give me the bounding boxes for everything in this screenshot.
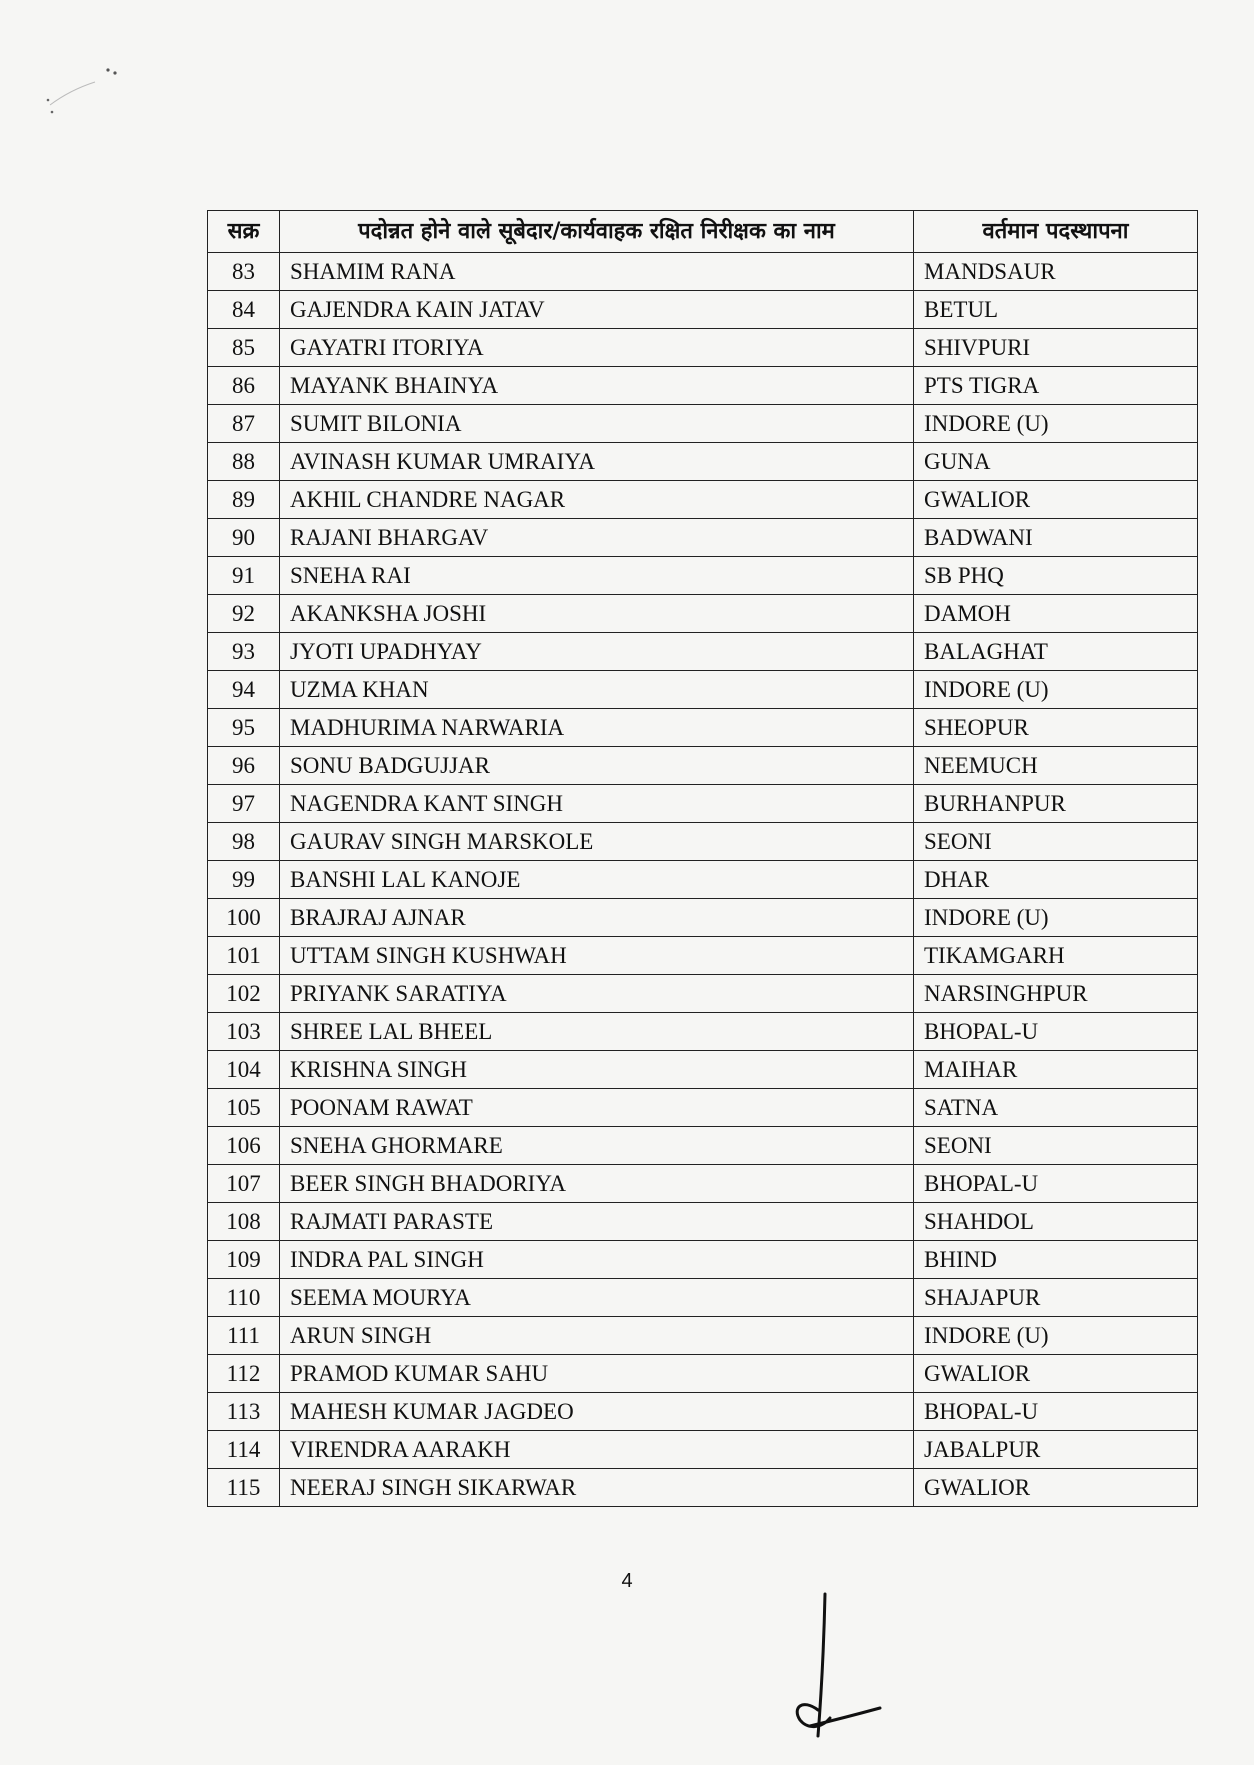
row-name-cell: GAURAV SINGH MARSKOLE — [280, 823, 914, 861]
table-row — [208, 1431, 1198, 1469]
row-serial-cell: 104 — [208, 1051, 280, 1089]
row-posting-cell: BURHANPUR — [914, 785, 1198, 823]
row-posting-cell: SEONI — [914, 1127, 1198, 1165]
table-row — [208, 557, 1198, 595]
row-posting-cell: PTS TIGRA — [914, 367, 1198, 405]
row-serial-cell: 106 — [208, 1127, 280, 1165]
row-name-cell: NAGENDRA KANT SINGH — [280, 785, 914, 823]
table-row — [208, 405, 1198, 443]
row-serial-cell: 101 — [208, 937, 280, 975]
table-row — [208, 1279, 1198, 1317]
row-serial-cell: 87 — [208, 405, 280, 443]
row-posting-cell: GWALIOR — [914, 1355, 1198, 1393]
row-name-cell: BRAJRAJ AJNAR — [280, 899, 914, 937]
table-row — [208, 899, 1198, 937]
table-row — [208, 329, 1198, 367]
row-serial-cell: 111 — [208, 1317, 280, 1355]
row-posting-cell: BHIND — [914, 1241, 1198, 1279]
row-posting-cell: GWALIOR — [914, 1469, 1198, 1507]
row-posting-cell: BALAGHAT — [914, 633, 1198, 671]
row-name-cell: AKANKSHA JOSHI — [280, 595, 914, 633]
table-row — [208, 709, 1198, 747]
row-posting-cell: INDORE (U) — [914, 405, 1198, 443]
table-row — [208, 1051, 1198, 1089]
row-name-cell: MAHESH KUMAR JAGDEO — [280, 1393, 914, 1431]
row-serial-cell: 85 — [208, 329, 280, 367]
row-name-cell: INDRA PAL SINGH — [280, 1241, 914, 1279]
row-posting-cell: MANDSAUR — [914, 253, 1198, 291]
row-name-cell: PRAMOD KUMAR SAHU — [280, 1355, 914, 1393]
row-posting-cell: TIKAMGARH — [914, 937, 1198, 975]
table-row — [208, 481, 1198, 519]
table-row — [208, 595, 1198, 633]
header-posting: वर्तमान पदस्थापना — [914, 211, 1198, 253]
row-name-cell: KRISHNA SINGH — [280, 1051, 914, 1089]
table-row — [208, 291, 1198, 329]
row-name-cell: GAYATRI ITORIYA — [280, 329, 914, 367]
table-row — [208, 1241, 1198, 1279]
table-row — [208, 1165, 1198, 1203]
row-serial-cell: 109 — [208, 1241, 280, 1279]
row-posting-cell: BHOPAL-U — [914, 1393, 1198, 1431]
row-posting-cell: SEONI — [914, 823, 1198, 861]
row-name-cell: SEEMA MOURYA — [280, 1279, 914, 1317]
row-name-cell: SNEHA GHORMARE — [280, 1127, 914, 1165]
row-posting-cell: INDORE (U) — [914, 671, 1198, 709]
row-posting-cell: BADWANI — [914, 519, 1198, 557]
row-posting-cell: SHEOPUR — [914, 709, 1198, 747]
promotion-list-table — [207, 210, 1198, 1507]
row-serial-cell: 96 — [208, 747, 280, 785]
table-row — [208, 747, 1198, 785]
row-name-cell: SHAMIM RANA — [280, 253, 914, 291]
row-name-cell: RAJMATI PARASTE — [280, 1203, 914, 1241]
row-name-cell: AVINASH KUMAR UMRAIYA — [280, 443, 914, 481]
row-serial-cell: 108 — [208, 1203, 280, 1241]
table-body — [208, 253, 1198, 1507]
row-serial-cell: 91 — [208, 557, 280, 595]
row-posting-cell: NEEMUCH — [914, 747, 1198, 785]
row-posting-cell: BHOPAL-U — [914, 1013, 1198, 1051]
row-name-cell: BEER SINGH BHADORIYA — [280, 1165, 914, 1203]
table-row — [208, 823, 1198, 861]
row-serial-cell: 89 — [208, 481, 280, 519]
row-posting-cell: SHAJAPUR — [914, 1279, 1198, 1317]
row-name-cell: BANSHI LAL KANOJE — [280, 861, 914, 899]
table-row — [208, 253, 1198, 291]
row-serial-cell: 105 — [208, 1089, 280, 1127]
row-name-cell: MAYANK BHAINYA — [280, 367, 914, 405]
row-posting-cell: BHOPAL-U — [914, 1165, 1198, 1203]
row-posting-cell: SHIVPURI — [914, 329, 1198, 367]
row-serial-cell: 114 — [208, 1431, 280, 1469]
table-row — [208, 937, 1198, 975]
row-serial-cell: 98 — [208, 823, 280, 861]
row-posting-cell: DAMOH — [914, 595, 1198, 633]
row-posting-cell: INDORE (U) — [914, 1317, 1198, 1355]
row-name-cell: SONU BADGUJJAR — [280, 747, 914, 785]
row-serial-cell: 112 — [208, 1355, 280, 1393]
table-row — [208, 671, 1198, 709]
row-posting-cell: JABALPUR — [914, 1431, 1198, 1469]
signature-mark — [780, 1590, 890, 1740]
row-name-cell: PRIYANK SARATIYA — [280, 975, 914, 1013]
row-name-cell: NEERAJ SINGH SIKARWAR — [280, 1469, 914, 1507]
row-serial-cell: 93 — [208, 633, 280, 671]
table-row — [208, 1203, 1198, 1241]
row-serial-cell: 113 — [208, 1393, 280, 1431]
table-row — [208, 1013, 1198, 1051]
row-posting-cell: GUNA — [914, 443, 1198, 481]
row-posting-cell: NARSINGHPUR — [914, 975, 1198, 1013]
row-serial-cell: 103 — [208, 1013, 280, 1051]
row-posting-cell: DHAR — [914, 861, 1198, 899]
row-name-cell: SHREE LAL BHEEL — [280, 1013, 914, 1051]
table-row — [208, 975, 1198, 1013]
table-row — [208, 1355, 1198, 1393]
row-name-cell: GAJENDRA KAIN JATAV — [280, 291, 914, 329]
row-serial-cell: 86 — [208, 367, 280, 405]
row-serial-cell: 94 — [208, 671, 280, 709]
table-row — [208, 519, 1198, 557]
row-posting-cell: INDORE (U) — [914, 899, 1198, 937]
row-name-cell: UTTAM SINGH KUSHWAH — [280, 937, 914, 975]
row-name-cell: RAJANI BHARGAV — [280, 519, 914, 557]
row-name-cell: SUMIT BILONIA — [280, 405, 914, 443]
row-serial-cell: 110 — [208, 1279, 280, 1317]
row-posting-cell: SHAHDOL — [914, 1203, 1198, 1241]
row-serial-cell: 95 — [208, 709, 280, 747]
table-row — [208, 443, 1198, 481]
table-row — [208, 1127, 1198, 1165]
table-header-row — [208, 211, 1198, 253]
row-serial-cell: 115 — [208, 1469, 280, 1507]
row-posting-cell: SATNA — [914, 1089, 1198, 1127]
table-row — [208, 1089, 1198, 1127]
page-number: 4 — [621, 1570, 633, 1592]
row-name-cell: JYOTI UPADHYAY — [280, 633, 914, 671]
table-row — [208, 367, 1198, 405]
row-serial-cell: 84 — [208, 291, 280, 329]
row-name-cell: AKHIL CHANDRE NAGAR — [280, 481, 914, 519]
row-serial-cell: 83 — [208, 253, 280, 291]
table-row — [208, 1393, 1198, 1431]
header-serial: सक्र — [208, 211, 280, 253]
row-serial-cell: 97 — [208, 785, 280, 823]
row-name-cell: MADHURIMA NARWARIA — [280, 709, 914, 747]
table-row — [208, 1317, 1198, 1355]
row-serial-cell: 90 — [208, 519, 280, 557]
row-name-cell: UZMA KHAN — [280, 671, 914, 709]
row-serial-cell: 99 — [208, 861, 280, 899]
row-serial-cell: 100 — [208, 899, 280, 937]
header-name: पदोन्नत होने वाले सूबेदार/कार्यवाहक रक्षित निरीक्षक का नाम — [280, 211, 914, 253]
row-posting-cell: BETUL — [914, 291, 1198, 329]
row-posting-cell: MAIHAR — [914, 1051, 1198, 1089]
row-name-cell: ARUN SINGH — [280, 1317, 914, 1355]
table-row — [208, 785, 1198, 823]
row-name-cell: POONAM RAWAT — [280, 1089, 914, 1127]
row-serial-cell: 88 — [208, 443, 280, 481]
row-serial-cell: 92 — [208, 595, 280, 633]
row-serial-cell: 107 — [208, 1165, 280, 1203]
scan-specks — [40, 60, 130, 120]
table-row — [208, 861, 1198, 899]
table-row — [208, 633, 1198, 671]
row-name-cell: VIRENDRA AARAKH — [280, 1431, 914, 1469]
row-posting-cell: SB PHQ — [914, 557, 1198, 595]
row-serial-cell: 102 — [208, 975, 280, 1013]
row-posting-cell: GWALIOR — [914, 481, 1198, 519]
row-name-cell: SNEHA RAI — [280, 557, 914, 595]
table-row — [208, 1469, 1198, 1507]
